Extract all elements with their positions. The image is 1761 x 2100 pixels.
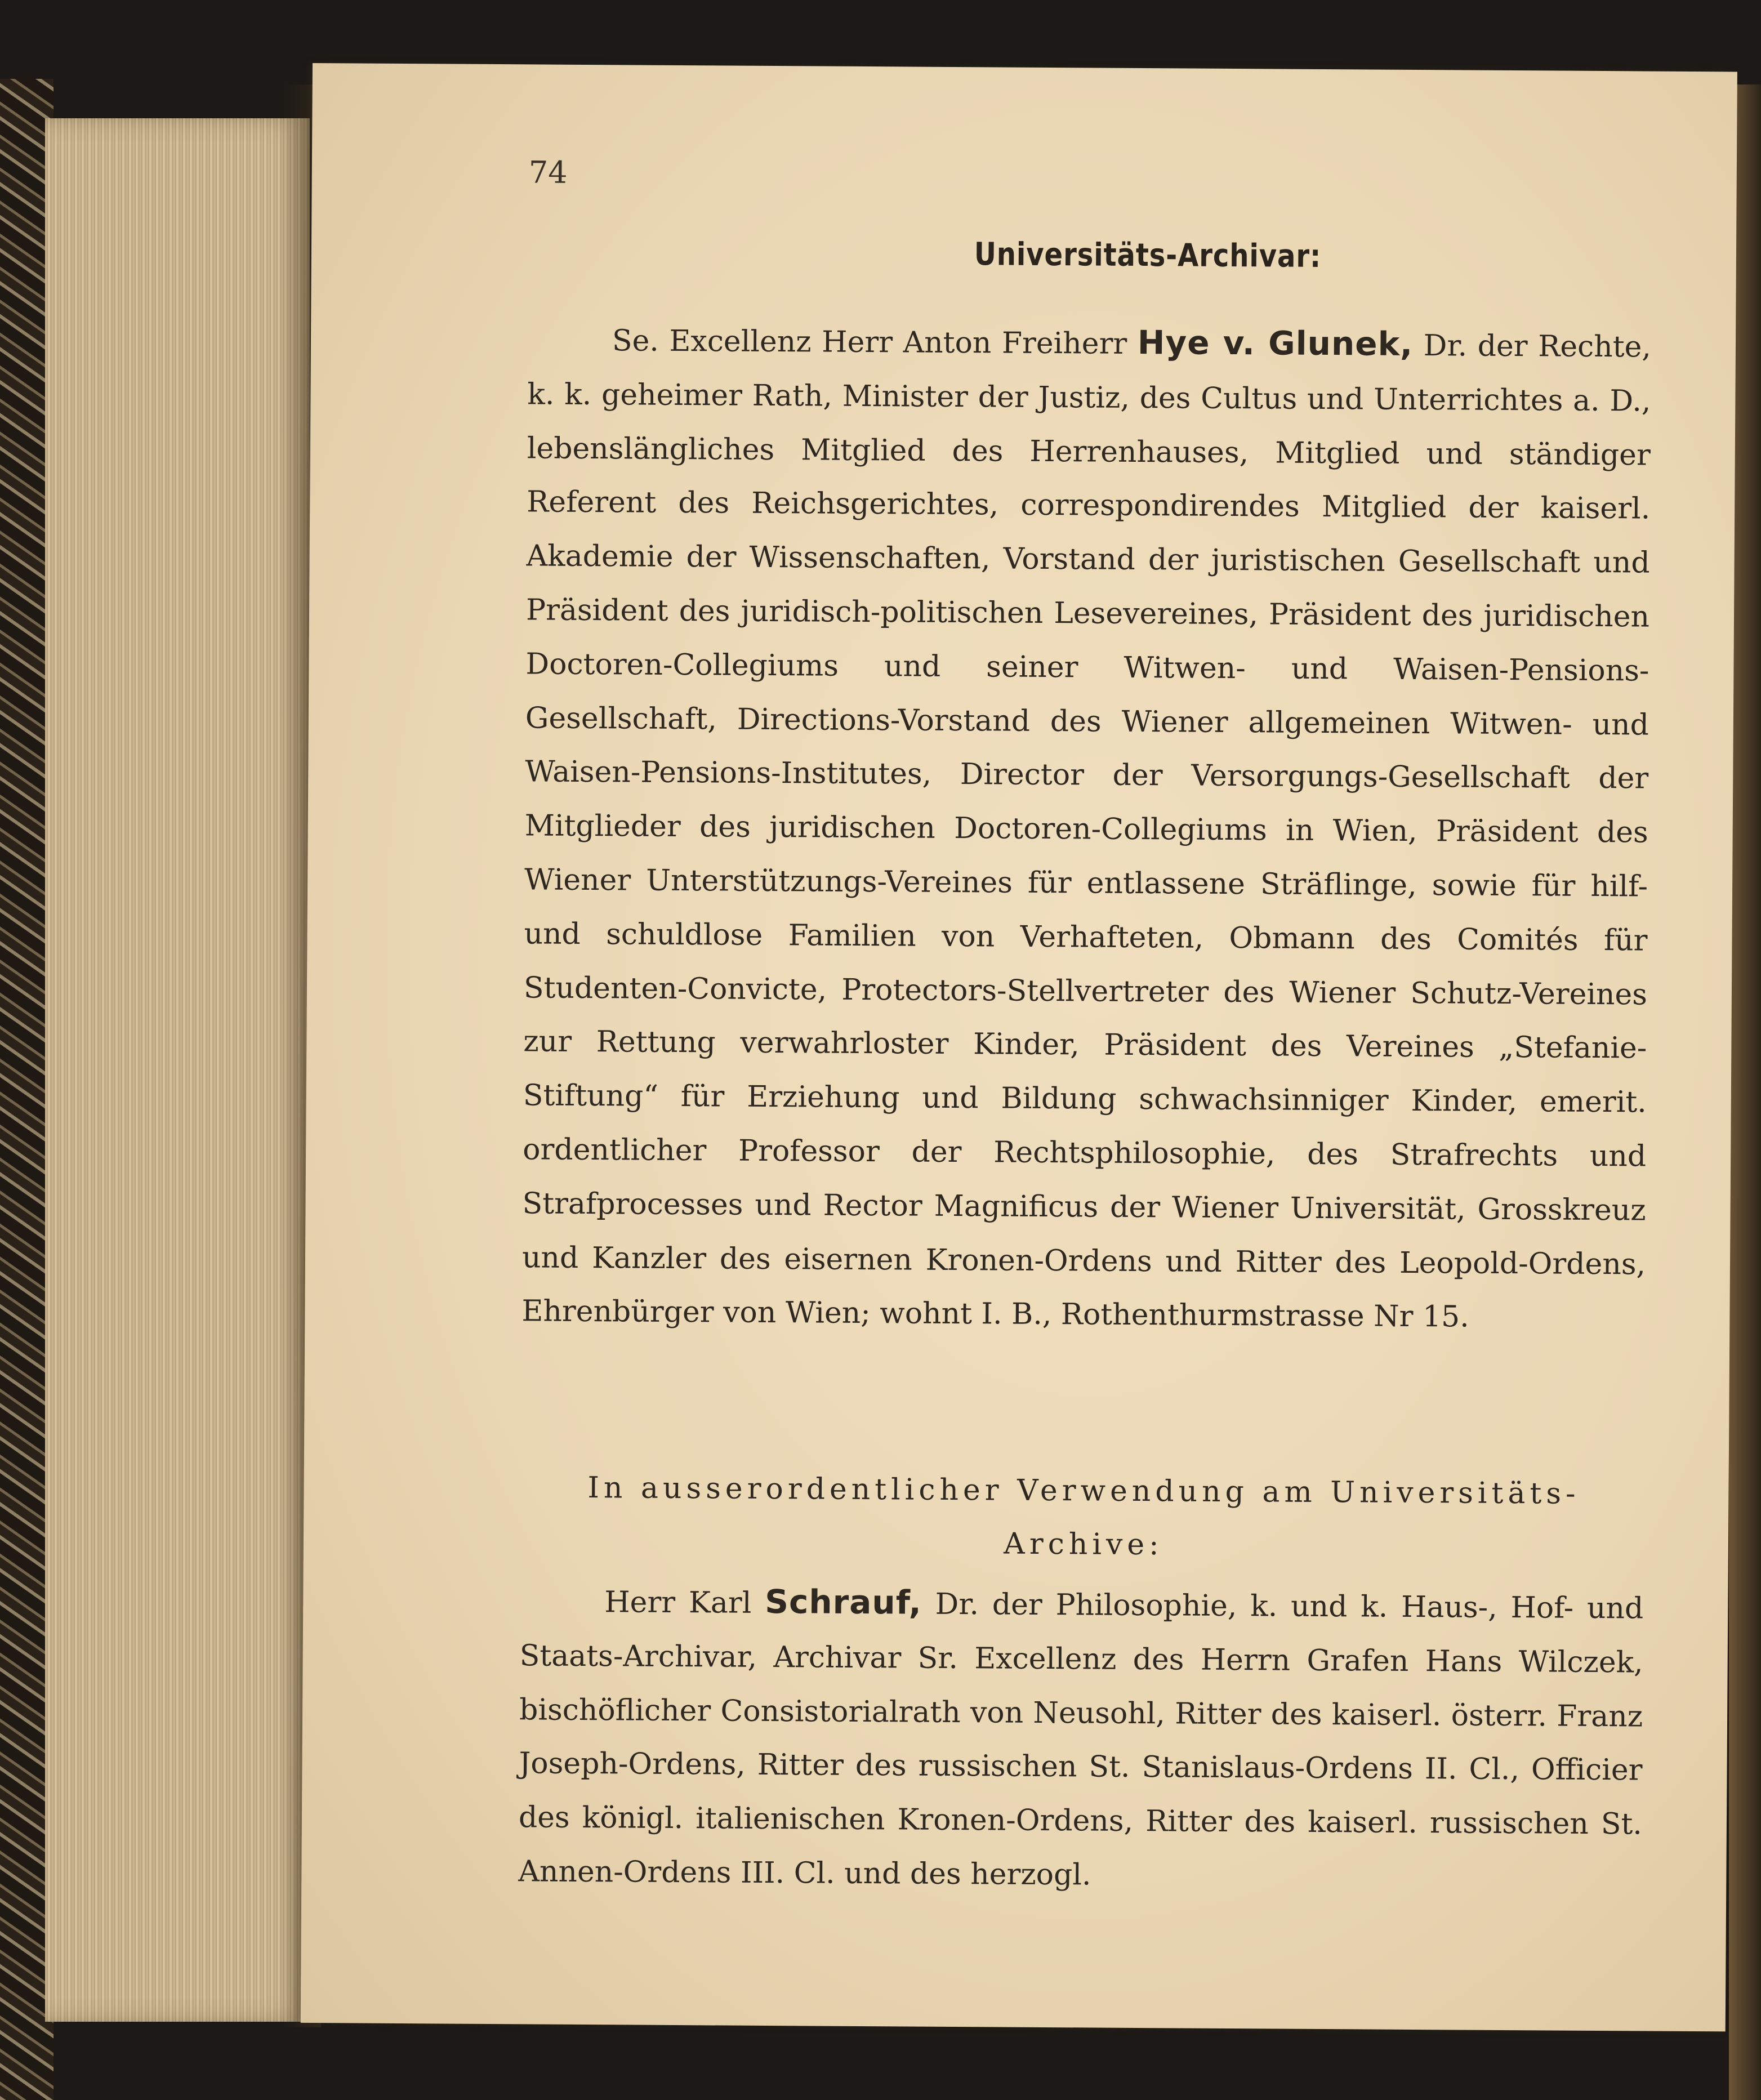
section-heading-archivar: Universitäts-Archivar:: [974, 236, 1322, 275]
entry-schrauf-name: Schrauf,: [765, 1582, 922, 1622]
book-page: [301, 63, 1737, 2031]
entry-schrauf: [518, 1573, 1643, 1906]
section-heading-verwendung: [520, 1461, 1647, 1575]
entry-hye-text: Dr. der Rechte, k. k. geheimer Rath, Minister der Justiz, des Cultus und Unterrichtes a. D., lebenslängliches Mitglied des Herrenhauses, Mitglied und ständiger Referent des Reichsgerichtes, correspondirendes Mitglied der kaiserl. Akademie der Wissenschaften, Vorstand der juristischen Gesellschaft und Präsident des juridisch-politischen Lesevereines, Präsident des juridischen Doctoren-Collegiums und seiner Witwen- und Waisen-Pensions-Gesellschaft, Directions-Vorstand des Wiener allgemeinen Witwen- und Waisen-Pensions-Institutes, Director der Versorgungs-Gesellschaft der Mitglieder des juridischen Doctoren-Collegiums in Wien, Präsident des Wiener Unterstützungs-Vereines für entlassene Sträflinge, sowie für hilf- und schuldlose Familien von Verhafteten, Obmann des Comités für Studenten-Convicte, Protectors-Stellvertreter des Wiener Schutz-Vereines zur Rettung verwahrloster Kinder, Präsident des Vereines „Stefanie-Stiftung“ für Erziehung und Bildung schwachsinniger Kinder, emerit. ordentlicher Professor der Rechtsphilosophie, des Strafrechts und Strafprocesses und Rector Magnificus der Wiener Universität, Grosskreuz und Kanzler des eisernen Kronen-Ordens und Ritter des Leopold-Ordens, Ehrenbürger von Wien; wohnt I. B., Rothenthurmstrasse Nr 15.: [521, 329, 1652, 1334]
entry-hye-name: Hye v. Glunek,: [1137, 323, 1414, 363]
entry-hye: [521, 312, 1651, 1345]
page-number: 74: [528, 154, 568, 190]
entry-schrauf-lead: Herr Karl: [604, 1585, 752, 1620]
page-block-edge: [45, 118, 310, 2022]
entry-schrauf-text: Dr. der Philosophie, k. und k. Haus-, Hof- und Staats-Archivar, Archivar Sr. Excellenz des Herrn Grafen Hans Wilczek, bischöflicher Consistorialrath von Neusohl, Ritter des kaiserl. österr. Franz Joseph-Ordens, Ritter des russischen St. Stanislaus-Ordens II. Cl., Officier des königl. italienischen Kronen-Ordens, Ritter des kaiserl. russischen St. Annen-Ordens III. Cl. und des herzogl.: [518, 1587, 1644, 1892]
section-heading-verwendung-line2: Archive:: [1004, 1527, 1163, 1562]
section-heading-verwendung-line1: In ausserordentlicher Verwendung am Universitäts-: [587, 1471, 1580, 1511]
entry-hye-lead: Se. Excellenz Herr Anton Freiherr: [612, 324, 1127, 361]
